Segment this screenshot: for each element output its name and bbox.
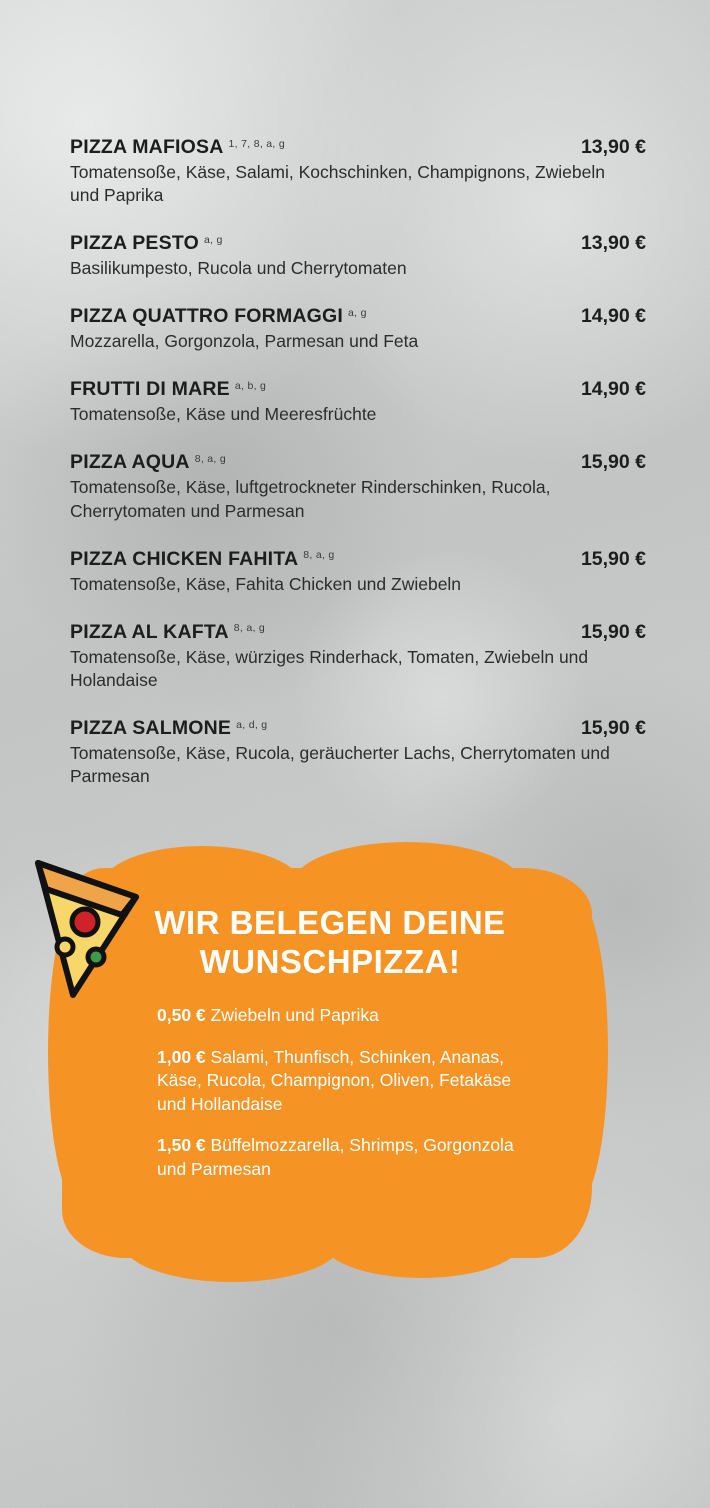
menu-item-allergens: 1, 7, 8, a, g: [228, 137, 285, 150]
menu-item: [70, 548, 646, 596]
menu-item-name: PIZZA SALMONE: [70, 716, 232, 739]
menu-item-allergens: a, d, g: [236, 718, 268, 731]
menu-item-title: [70, 717, 267, 740]
menu-item-price: 14,90 €: [580, 378, 646, 401]
pizza-menu-list: [70, 136, 646, 813]
menu-item: [70, 305, 646, 353]
menu-item-price: 15,90 €: [580, 620, 646, 643]
menu-item: [70, 378, 646, 426]
menu-item-name: PIZZA PESTO: [70, 232, 199, 255]
menu-item-description: Tomatensoße, Käse, Salami, Kochschinken, Champignons, Zwiebeln und Paprika: [70, 162, 605, 206]
promo-option: [157, 1046, 538, 1117]
menu-item-header: [70, 232, 646, 255]
menu-item-description: Tomatensoße, Käse, Fahita Chicken und Zwiebeln: [70, 573, 462, 594]
menu-item-price: 13,90 €: [580, 136, 646, 158]
menu-item-header: [70, 378, 646, 401]
menu-item-description: Mozzarella, Gorgonzola, Parmesan und Feta: [70, 331, 419, 352]
pizza-slice-icon: [18, 845, 158, 1005]
menu-item-title: [70, 232, 223, 255]
promo-option: [157, 1004, 538, 1028]
menu-item-header: [70, 451, 646, 474]
menu-item-price: 14,90 €: [580, 305, 646, 328]
menu-item: [70, 136, 646, 207]
menu-item-price: 15,90 €: [580, 451, 646, 474]
menu-item-title: [70, 378, 266, 401]
menu-item-description: Tomatensoße, Käse, würziges Rinderhack, Tomaten, Zwiebeln und Holandaise: [70, 646, 589, 690]
promo-option-price: 1,00 €: [157, 1046, 206, 1067]
promo-option-text: Büffelmozzarella, Shrimps, Gorgonzola und Parmesan: [157, 1135, 514, 1179]
menu-item-header: [70, 717, 646, 740]
menu-item-allergens: 8, a, g: [233, 622, 266, 635]
menu-item-header: [70, 548, 646, 571]
menu-item-description: Tomatensoße, Käse, Rucola, geräucherter Lachs, Cherrytomaten und Parmesan: [70, 742, 610, 787]
menu-item-price: 13,90 €: [580, 232, 646, 255]
menu-item-allergens: a, g: [203, 233, 223, 246]
promo-option-price: 0,50 €: [157, 1004, 206, 1025]
promo-shape-bump: [122, 1202, 342, 1282]
promo-option: [157, 1134, 538, 1181]
promo-title-line1: WIR BELEGEN DEINE: [154, 904, 506, 941]
menu-item-title: [70, 136, 285, 159]
menu-item-name: FRUTTI DI MARE: [70, 378, 230, 401]
menu-item: [70, 621, 646, 692]
menu-item-allergens: 8, a, g: [303, 549, 335, 562]
menu-item-description: Tomatensoße, Käse, luftgetrockneter Rinderschinken, Rucola, Cherrytomaten und Parmesan: [70, 477, 551, 521]
menu-item-header: [70, 305, 646, 328]
menu-item-description: Tomatensoße, Käse und Meeresfrüchte: [70, 404, 377, 425]
promo-option-text: Zwiebeln und Paprika: [210, 1004, 379, 1025]
menu-item-name: PIZZA AL KAFTA: [70, 620, 229, 643]
menu-item-price: 15,90 €: [580, 547, 646, 570]
menu-item-name: PIZZA MAFIOSA: [70, 136, 224, 158]
menu-item-title: [70, 621, 265, 644]
promo-option-text: Salami, Thunfisch, Schinken, Ananas, Käse, Rucola, Champignon, Oliven, Fetakäse und Hollandaise: [157, 1046, 512, 1114]
promo-shape-bump: [322, 1204, 522, 1278]
menu-item: [70, 451, 646, 522]
menu-item-allergens: a, g: [348, 306, 367, 319]
menu-item-name: PIZZA CHICKEN FAHITA: [70, 547, 299, 570]
menu-item: [70, 232, 646, 280]
promo-option-price: 1,50 €: [157, 1135, 206, 1156]
menu-item-name: PIZZA AQUA: [70, 451, 190, 474]
menu-item-description: Basilikumpesto, Rucola und Cherrytomaten: [70, 258, 407, 279]
promo-option-list: [122, 1004, 538, 1182]
menu-item-name: PIZZA QUATTRO FORMAGGI: [70, 305, 344, 328]
menu-item-allergens: a, b, g: [234, 380, 267, 393]
menu-item-header: [70, 136, 646, 159]
menu-item-title: [70, 548, 335, 571]
promo-title-line2: WUNSCHPIZZA!: [199, 942, 461, 980]
menu-item-title: [70, 305, 367, 328]
menu-item-title: [70, 451, 226, 474]
menu-item-header: [70, 621, 646, 644]
menu-item-allergens: 8, a, g: [194, 453, 227, 466]
menu-item: [70, 717, 646, 788]
menu-item-price: 15,90 €: [580, 716, 646, 739]
